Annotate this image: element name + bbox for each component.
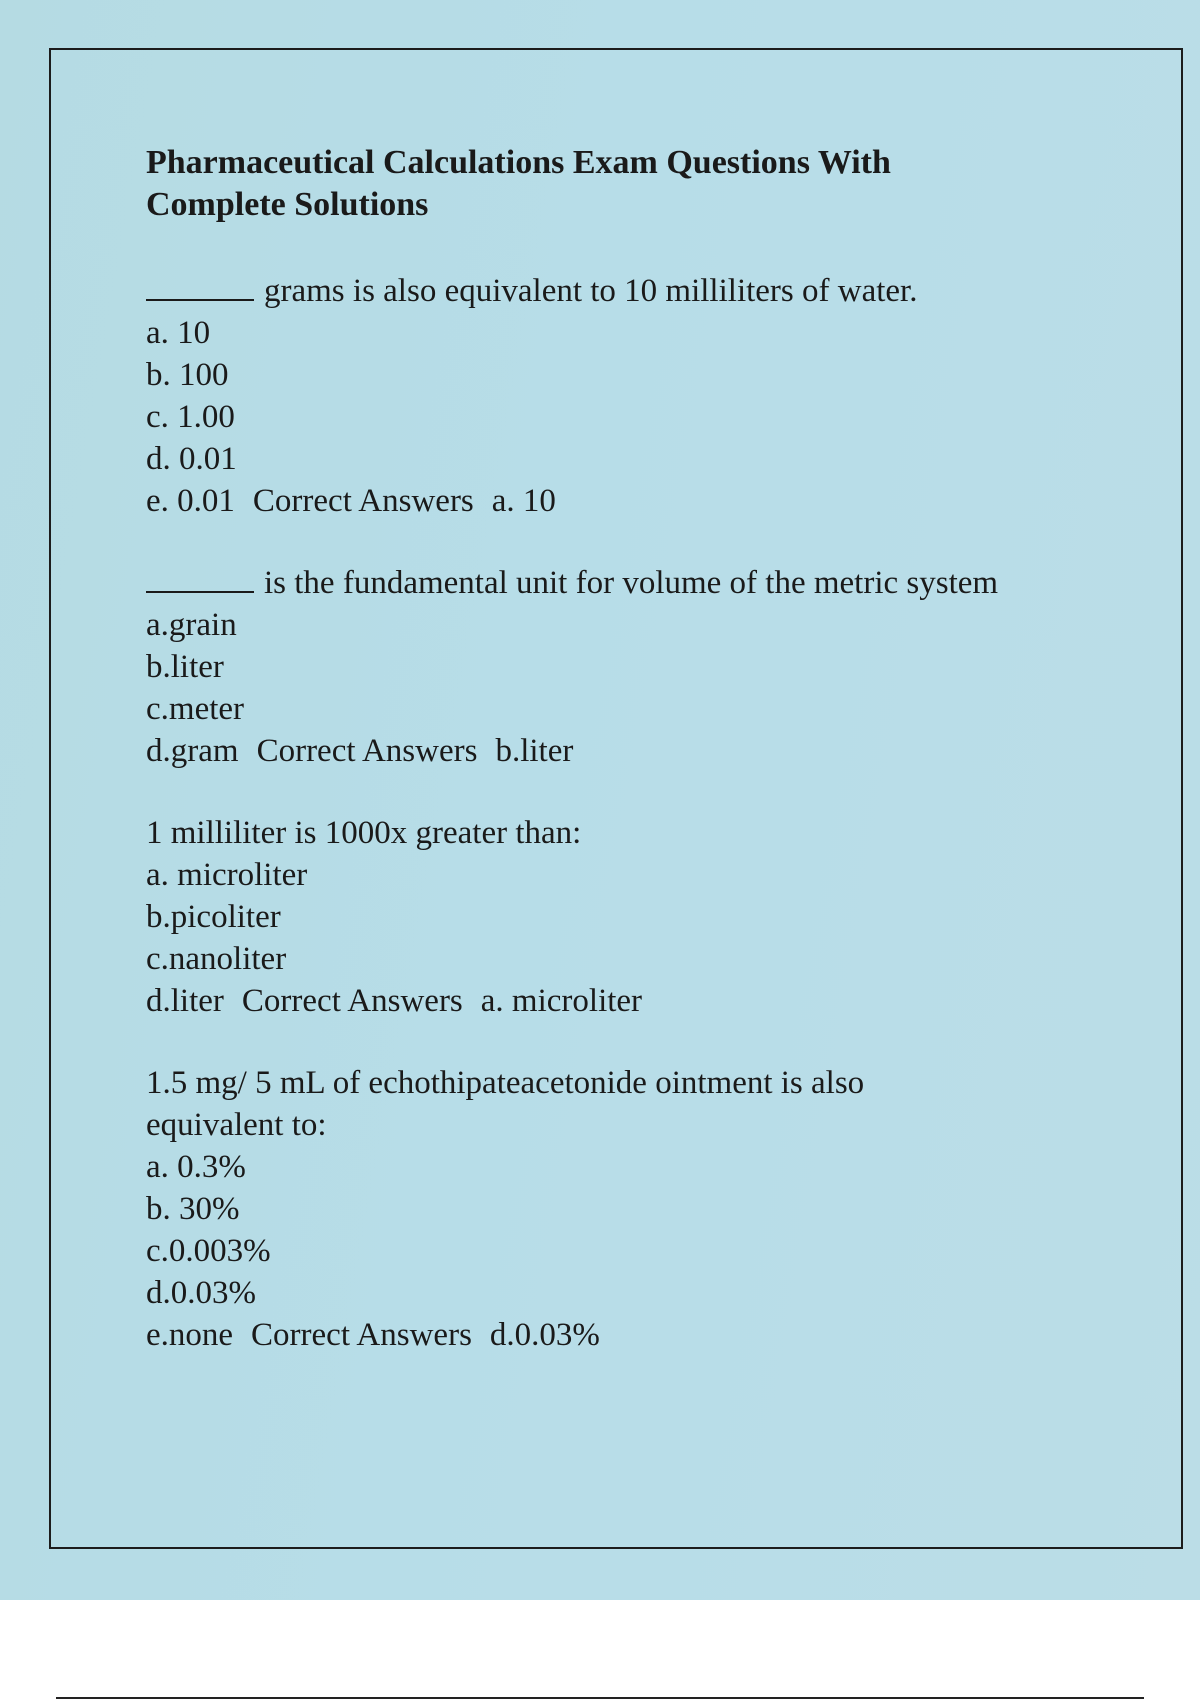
question-stem (146, 270, 1106, 312)
answer-blank (146, 271, 254, 301)
question-stem (146, 562, 1106, 604)
option: b.liter (146, 649, 224, 685)
footer-divider (56, 1697, 1144, 1699)
answer-label: Correct Answers (256, 733, 478, 769)
question-stem-text: 1.5 mg/ 5 mL of echothipateacetonide ointment is also equivalent to: (146, 1065, 865, 1143)
option: a. 0.3% (146, 1149, 246, 1185)
option-with-answer (146, 1314, 966, 1356)
option: e.none (146, 1317, 234, 1353)
question-stem (146, 812, 1106, 854)
question-stem (146, 1062, 966, 1146)
option: b. 30% (146, 1191, 240, 1227)
correct-answer: a. microliter (480, 983, 643, 1019)
option-with-answer (146, 480, 1106, 522)
option: c.meter (146, 691, 245, 727)
question-2 (146, 562, 1106, 772)
option: c. 1.00 (146, 399, 235, 435)
option-with-answer (146, 980, 1106, 1022)
answer-label: Correct Answers (252, 483, 474, 519)
option: a.grain (146, 607, 237, 643)
option: d.0.03% (146, 1275, 256, 1311)
question-4 (146, 1062, 966, 1356)
option: d.gram (146, 733, 239, 769)
option: e. 0.01 (146, 483, 235, 519)
answer-blank (146, 563, 254, 593)
correct-answer: d.0.03% (489, 1317, 600, 1353)
answer-label: Correct Answers (251, 1317, 472, 1353)
option: b.picoliter (146, 899, 281, 935)
document-content (146, 142, 1106, 1356)
question-stem-text: 1 milliliter is 1000x greater than: (146, 815, 582, 851)
option: a. microliter (146, 857, 308, 893)
option: c.nanoliter (146, 941, 287, 977)
question-stem-text: grams is also equivalent to 10 milliliters of water. (264, 273, 918, 309)
option: c.0.003% (146, 1233, 271, 1269)
correct-answer: b.liter (495, 733, 574, 769)
option-with-answer (146, 730, 1106, 772)
question-stem-text: is the fundamental unit for volume of the metric system (264, 565, 999, 601)
option: a. 10 (146, 315, 211, 351)
option: b. 100 (146, 357, 229, 393)
correct-answer: a. 10 (491, 483, 556, 519)
option: d.liter (146, 983, 224, 1019)
option: d. 0.01 (146, 441, 237, 477)
answer-label: Correct Answers (241, 983, 463, 1019)
question-1 (146, 270, 1106, 522)
question-3 (146, 812, 1106, 1022)
document-title: Pharmaceutical Calculations Exam Questions With Complete Solutions (146, 144, 891, 223)
